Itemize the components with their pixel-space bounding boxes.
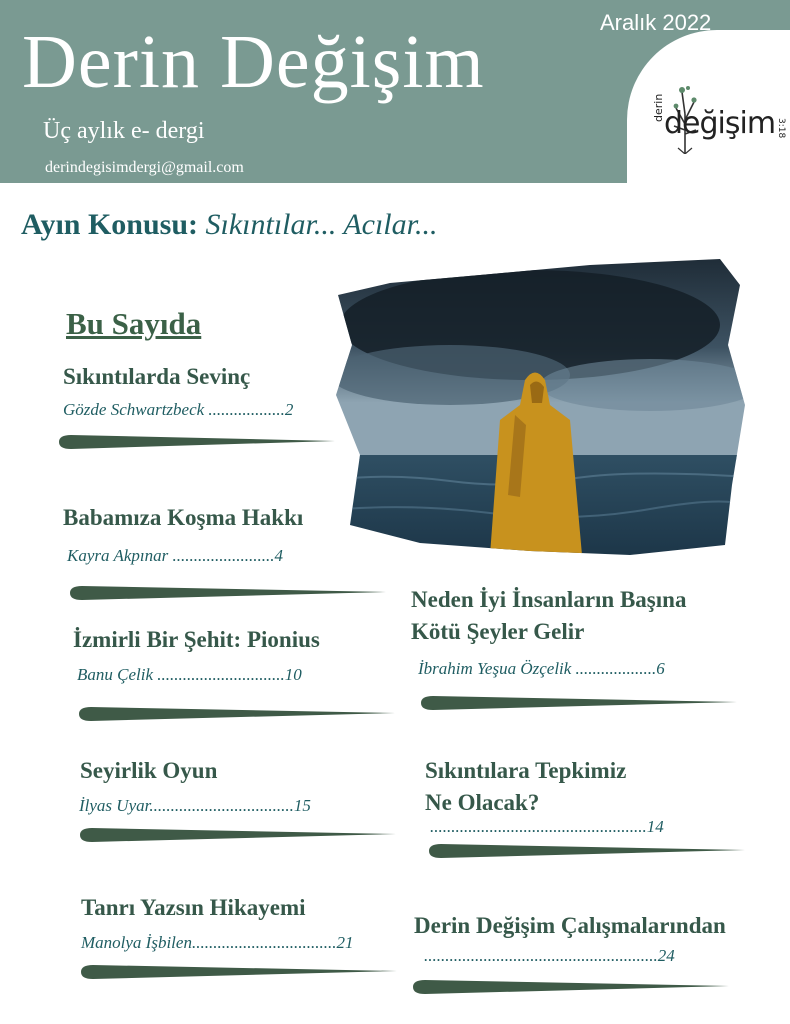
brush-divider	[76, 826, 396, 844]
toc-item-author: Kayra Akpınar ........................4	[67, 546, 283, 565]
toc-item-title[interactable]: Derin Değişim Çalışmalarından	[414, 913, 726, 938]
header-banner	[0, 0, 790, 183]
toc-item-title-line2[interactable]: Kötü Şeyler Gelir	[411, 619, 585, 644]
toc-item-author: Manolya İşbilen..................................21	[81, 933, 354, 952]
magazine-logo	[652, 90, 787, 158]
toc-item-title[interactable]: Sıkıntılarda Sevinç	[63, 364, 251, 389]
brush-divider	[75, 705, 395, 723]
cover-photo-stormy-sea	[330, 255, 750, 565]
toc-heading: Bu Sayıda	[66, 306, 202, 341]
magazine-title: Derin Değişim	[22, 20, 485, 104]
brush-divider	[77, 963, 397, 981]
toc-item-title[interactable]: Tanrı Yazsın Hikayemi	[81, 895, 306, 920]
toc-item-author: ...................................................14	[430, 817, 664, 836]
toc-item-title[interactable]: İzmirli Bir Şehit: Pionius	[73, 627, 320, 652]
topic-label: Ayın Konusu:	[21, 208, 199, 241]
magazine-tagline: Üç aylık e- dergi	[43, 118, 205, 144]
issue-topic	[21, 208, 437, 242]
brush-divider	[417, 694, 737, 712]
toc-item-author: .......................................................24	[424, 946, 675, 965]
topic-value: Sıkıntılar... Acılar...	[205, 208, 438, 241]
brush-divider	[409, 978, 729, 996]
toc-item-author: Banu Çelik ..............................10	[77, 665, 302, 684]
logo-small-text: derin	[652, 93, 665, 122]
toc-item-title-line1[interactable]: Sıkıntılara Tepkimiz	[425, 758, 627, 783]
logo-wordmark: değişim	[664, 106, 776, 141]
issue-date: Aralık 2022	[600, 10, 712, 35]
toc-item-author: İlyas Uyar..................................15	[79, 796, 311, 815]
toc-item-title[interactable]: Seyirlik Oyun	[80, 758, 218, 783]
toc-item-author: İbrahim Yeşua Özçelik ...................6	[418, 659, 665, 678]
toc-item-title-line2[interactable]: Ne Olacak?	[425, 790, 540, 815]
toc-item-author: Gözde Schwartzbeck ..................2	[63, 400, 294, 419]
brush-divider	[55, 433, 335, 451]
toc-item-title[interactable]: Babamıza Koşma Hakkı	[63, 505, 304, 530]
contact-email: derindegisimdergi@gmail.com	[45, 159, 244, 176]
toc-item-title-line1[interactable]: Neden İyi İnsanların Başına	[411, 587, 687, 612]
logo-verse: 3:18	[776, 118, 786, 139]
brush-divider	[425, 842, 745, 860]
brush-divider	[66, 584, 386, 602]
